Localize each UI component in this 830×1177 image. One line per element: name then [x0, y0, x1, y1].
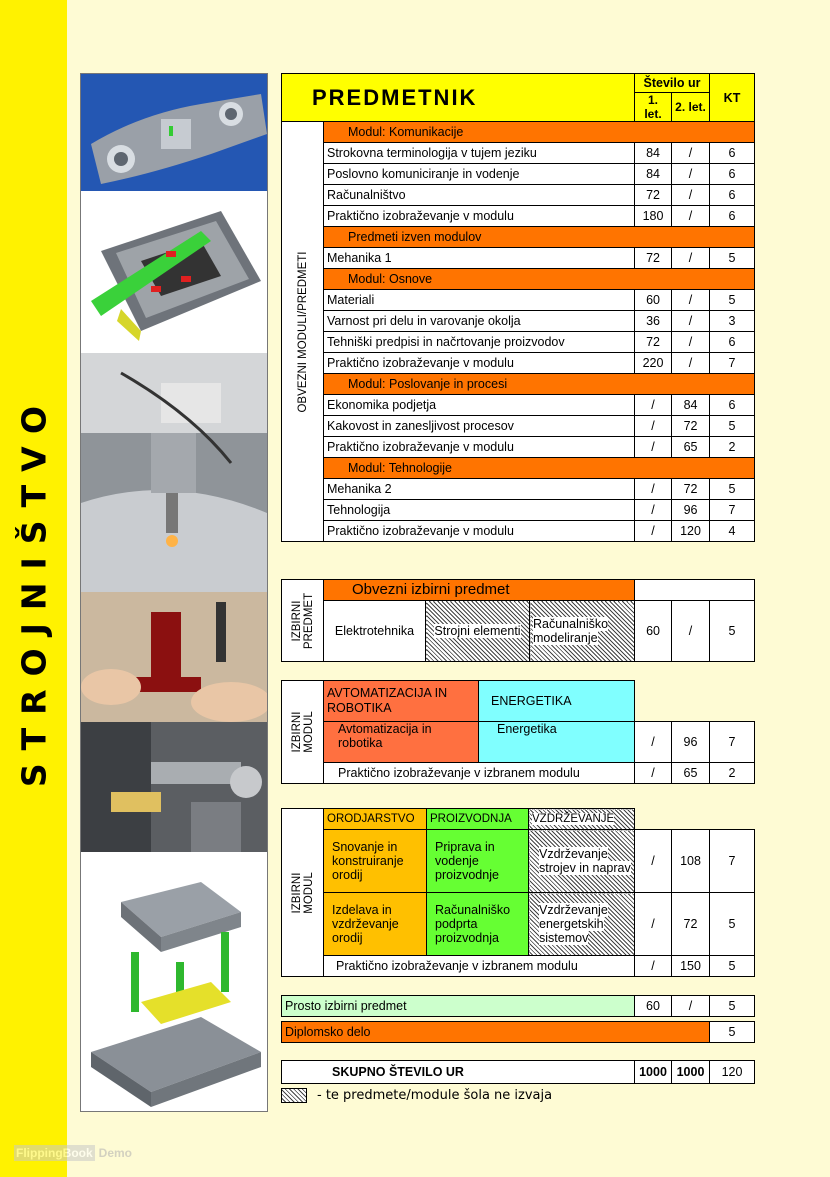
photo-welding-robot	[81, 353, 267, 592]
subject-name: Mehanika 1	[324, 248, 635, 269]
module2-py2: 150	[672, 956, 710, 977]
hours-year1: 72	[635, 248, 672, 269]
module1-py1: /	[635, 763, 672, 784]
free-elective-y1: 60	[635, 996, 672, 1017]
hours-year2: /	[672, 248, 710, 269]
subject-name: Tehnologija	[324, 500, 635, 521]
photo-die-assembly	[81, 852, 267, 1111]
elective-option-1: Elektrotehnika	[324, 601, 426, 662]
elective-kt: 5	[710, 601, 755, 662]
module2-r2-c: Vzdrževanje energetskih sistemov	[529, 893, 635, 956]
module2-h2: PROIZVODNJA	[427, 809, 529, 830]
hours-year2: /	[672, 332, 710, 353]
module-section-header: Predmeti izven modulov	[324, 227, 755, 248]
elective-option-3: Računalniško modeliranje	[530, 601, 635, 662]
subject-name: Praktično izobraževanje v modulu	[324, 353, 635, 374]
table-row	[282, 479, 755, 500]
module2-r1-y1: /	[635, 830, 672, 893]
credits: 5	[710, 290, 755, 311]
credits: 7	[710, 500, 755, 521]
hours-year1: /	[635, 521, 672, 542]
credits: 6	[710, 185, 755, 206]
subject-name: Ekonomika podjetja	[324, 395, 635, 416]
free-elective-table	[281, 995, 755, 1017]
module1-pkt: 2	[710, 763, 755, 784]
credits: 4	[710, 521, 755, 542]
hours-year2: 96	[672, 500, 710, 521]
module2-practice: Praktično izobraževanje v izbranem modulu	[324, 956, 635, 977]
year1-header: 1. let.	[635, 93, 672, 122]
hours-year1: 84	[635, 143, 672, 164]
photo-mold-render	[81, 191, 267, 353]
credits: 6	[710, 395, 755, 416]
hours-year1: 72	[635, 185, 672, 206]
subject-name: Strokovna terminologija v tujem jeziku	[324, 143, 635, 164]
hours-year2: /	[672, 206, 710, 227]
hatch-legend-swatch	[281, 1088, 307, 1103]
table-row	[282, 311, 755, 332]
table-title: PREDMETNIK	[282, 74, 635, 122]
module-section-header: Modul: Komunikacije	[324, 122, 755, 143]
diploma-kt: 5	[710, 1022, 755, 1043]
hours-year1: /	[635, 479, 672, 500]
table-row	[282, 164, 755, 185]
module-section-header: Modul: Osnove	[324, 269, 755, 290]
credits: 6	[710, 164, 755, 185]
watermark	[14, 1146, 132, 1160]
module2-r2-kt: 5	[710, 893, 755, 956]
module2-r2-b: Računalniško podprta proizvodnja	[427, 893, 529, 956]
year2-header: 2. let.	[672, 93, 710, 122]
total-kt: 120	[710, 1061, 755, 1084]
hours-header: Število ur	[635, 74, 710, 93]
hours-year2: /	[672, 311, 710, 332]
legend-text: - te predmete/module šola ne izvaja	[317, 1088, 553, 1103]
table-row	[282, 500, 755, 521]
hours-year2: /	[672, 185, 710, 206]
table-row	[282, 206, 755, 227]
subject-name: Kakovost in zanesljivost procesov	[324, 416, 635, 437]
credits: 3	[710, 311, 755, 332]
module1-table	[281, 680, 755, 784]
module2-r1-y2: 108	[672, 830, 710, 893]
hours-year2: 84	[672, 395, 710, 416]
subject-name: Praktično izobraževanje v modulu	[324, 437, 635, 458]
subject-name: Praktično izobraževanje v modulu	[324, 206, 635, 227]
diploma-table	[281, 1021, 755, 1043]
hours-year1: 60	[635, 290, 672, 311]
module2-r1-kt: 7	[710, 830, 755, 893]
hours-year1: /	[635, 395, 672, 416]
credits: 5	[710, 416, 755, 437]
photo-part-render	[81, 74, 267, 191]
module2-py1: /	[635, 956, 672, 977]
kt-header: KT	[710, 74, 755, 122]
hours-year2: /	[672, 164, 710, 185]
hours-year2: 72	[672, 416, 710, 437]
module2-h3: VZDRŽEVANJE	[529, 809, 635, 830]
module1-c1: Avtomatizacija in robotika	[324, 722, 479, 763]
elective-header: Obvezni izbirni predmet	[324, 580, 635, 601]
module1-h1: AVTOMATIZACIJA IN ROBOTIKA	[324, 681, 479, 722]
module1-c2: Energetika	[479, 722, 635, 763]
module1-h2: ENERGETIKA	[479, 681, 635, 722]
credits: 5	[710, 479, 755, 500]
elective-subject-table	[281, 579, 755, 662]
module1-py2: 65	[672, 763, 710, 784]
side-banner	[0, 0, 67, 1177]
photo-column	[80, 73, 268, 1112]
side-title: STROJNIŠTVO	[14, 392, 54, 788]
module-section-header: Modul: Tehnologije	[324, 458, 755, 479]
total-table	[281, 1060, 755, 1084]
credits: 6	[710, 143, 755, 164]
table-row	[282, 143, 755, 164]
obligatory-side-label: OBVEZNI MODULI/PREDMETI	[282, 122, 324, 542]
module-section-header: Modul: Poslovanje in procesi	[324, 374, 755, 395]
hours-year2: /	[672, 353, 710, 374]
subject-name: Računalništvo	[324, 185, 635, 206]
table-row	[282, 395, 755, 416]
table-row	[282, 332, 755, 353]
total-y1: 1000	[635, 1061, 672, 1084]
credits: 7	[710, 353, 755, 374]
module2-r2-y2: 72	[672, 893, 710, 956]
table-row	[282, 521, 755, 542]
elective-y1: 60	[635, 601, 672, 662]
subject-name: Materiali	[324, 290, 635, 311]
hours-year2: 65	[672, 437, 710, 458]
legend	[281, 1088, 552, 1103]
module1-empty	[635, 681, 755, 722]
hours-year1: 180	[635, 206, 672, 227]
hours-year1: 84	[635, 164, 672, 185]
module2-r1-c: Vzdrževanje strojev in naprav	[529, 830, 635, 893]
hours-year2: 120	[672, 521, 710, 542]
module2-side-label: IZBIRNI MODUL	[282, 809, 324, 977]
hours-year2: 72	[672, 479, 710, 500]
table-row	[282, 416, 755, 437]
hours-year1: /	[635, 416, 672, 437]
elective-empty	[635, 580, 755, 601]
module1-y2: 96	[672, 722, 710, 763]
credits: 2	[710, 437, 755, 458]
subject-name: Tehniški predpisi in načrtovanje proizvodov	[324, 332, 635, 353]
credits: 5	[710, 248, 755, 269]
hours-year1: /	[635, 437, 672, 458]
subject-name: Mehanika 2	[324, 479, 635, 500]
photo-hands-lab	[81, 592, 267, 722]
photo-lathe	[81, 722, 267, 852]
module1-kt: 7	[710, 722, 755, 763]
credits: 6	[710, 332, 755, 353]
subject-name: Poslovno komuniciranje in vodenje	[324, 164, 635, 185]
table-row	[282, 290, 755, 311]
module2-empty	[635, 809, 755, 830]
module1-y1: /	[635, 722, 672, 763]
hours-year2: /	[672, 290, 710, 311]
hours-year1: 220	[635, 353, 672, 374]
module2-r1-a: Snovanje in konstruiranje orodij	[324, 830, 427, 893]
module1-practice: Praktično izobraževanje v izbranem modulu	[324, 763, 635, 784]
hours-year1: /	[635, 500, 672, 521]
module2-table	[281, 808, 755, 977]
watermark-suffix: Demo	[98, 1146, 132, 1160]
elective-option-2: Strojni elementi	[426, 601, 530, 662]
table-row	[282, 353, 755, 374]
subject-name: Varnost pri delu in varovanje okolja	[324, 311, 635, 332]
module2-pkt: 5	[710, 956, 755, 977]
module2-r2-y1: /	[635, 893, 672, 956]
elective-y2: /	[672, 601, 710, 662]
watermark-brand: FlippingBook	[16, 1146, 93, 1160]
table-row	[282, 185, 755, 206]
module2-h1: ORODJARSTVO	[324, 809, 427, 830]
total-label: SKUPNO ŠTEVILO UR	[282, 1061, 635, 1084]
table-row	[282, 248, 755, 269]
subject-name: Praktično izobraževanje v modulu	[324, 521, 635, 542]
hours-year2: /	[672, 143, 710, 164]
module1-side-label: IZBIRNI MODUL	[282, 681, 324, 784]
free-elective-y2: /	[672, 996, 710, 1017]
module2-r2-a: Izdelava in vzdrževanje orodij	[324, 893, 427, 956]
free-elective-name: Prosto izbirni predmet	[282, 996, 635, 1017]
table-row	[282, 437, 755, 458]
total-y2: 1000	[672, 1061, 710, 1084]
hours-year1: 36	[635, 311, 672, 332]
diploma-name: Diplomsko delo	[282, 1022, 710, 1043]
hours-year1: 72	[635, 332, 672, 353]
elective-side-label: IZBIRNI PREDMET	[282, 580, 324, 662]
main-curriculum-table	[281, 73, 755, 542]
module2-r1-b: Priprava in vodenje proizvodnje	[427, 830, 529, 893]
credits: 6	[710, 206, 755, 227]
free-elective-kt: 5	[710, 996, 755, 1017]
